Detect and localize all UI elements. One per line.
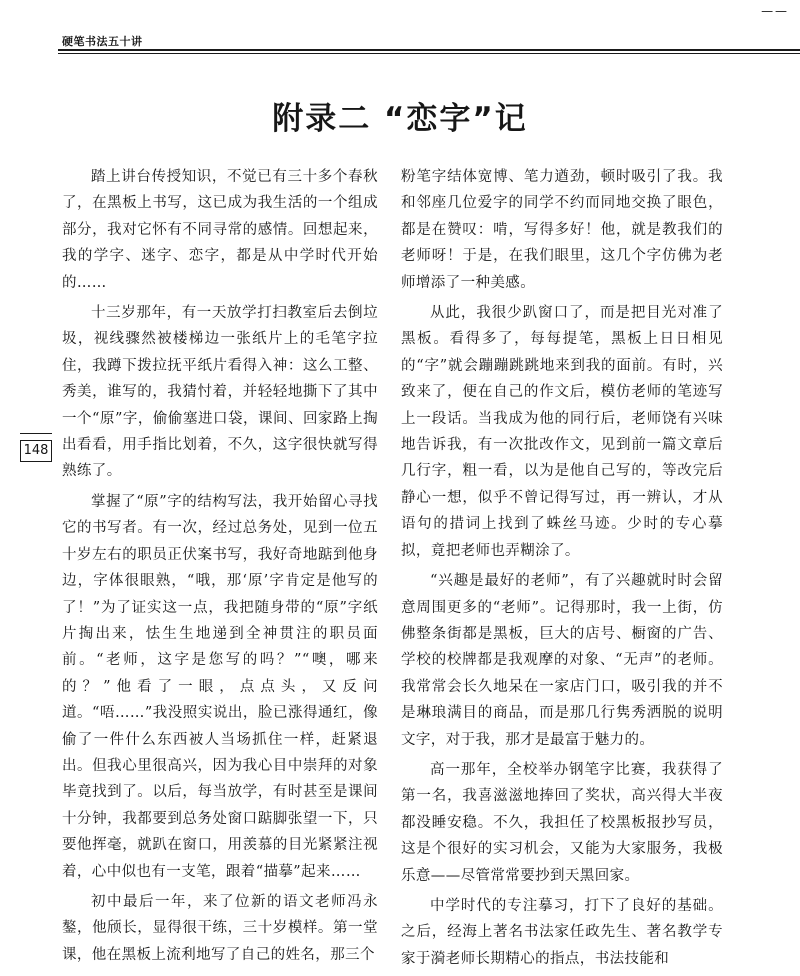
corner-mark: — —	[761, 4, 786, 18]
running-title: 硬笔书法五十讲	[62, 35, 143, 48]
paragraph: 踏上讲台传授知识，不觉已有三十多个春秋了，在黑板上书写，这已成为我生活的一个组成部分，我对它怀有不同寻常的感情。回想起来，我的学字、迷字、恋字，都是从中学时代开始的……	[62, 169, 378, 291]
page-number-rule	[20, 433, 52, 434]
right-column	[401, 164, 723, 976]
page-number: 148	[20, 440, 52, 462]
header-rule	[58, 49, 800, 51]
chapter-title: 附录二 “恋字”记	[272, 101, 528, 137]
paragraph: “兴趣是最好的老师”，有了兴趣就时时会留意周围更多的“老师”。记得那时，我一上街，仿佛整条街都是黑板，巨大的店号、橱窗的广告、学校的校牌都是我观摩的对象、“无声”的老师。我常常会长久地呆在一家店门口，吸引我的并不是琳琅满目的商品，而是那几行隽秀洒脱的说明文字，对于我，那才是最富于魅力的。	[401, 573, 723, 748]
paragraph: 初中最后一年，来了位新的语文老师冯永鏊，他颀长，显得很干练，三十岁模样。第一堂课，他在黑板上流利地写了自己的姓名，那三个	[62, 893, 378, 963]
paragraph: 从此，我很少趴窗口了，而是把目光对准了黑板。看得多了，每每提笔，黑板上日日相见的“字”就会蹦蹦跳跳地来到我的面前。有时，兴致来了，便在自己的作文后，模仿老师的笔迹写上一段话。当我成为他的同行后，老师饶有兴味地告诉我，有一次批改作文，见到前一篇文章后几行字，粗一看，以为是他自己写的，等改完后静心一想，似乎不曾记得写过，再一辨认，才从语句的措词上找到了蛛丝马迹。少时的专心摹拟，竟把老师也弄糊涂了。	[401, 305, 723, 559]
paragraph: 中学时代的专注摹习，打下了良好的基础。之后，经海上著名书法家任政先生、著名教学专家于漪老师长期精心的指点，书法技能和	[401, 897, 723, 967]
paragraph: 掌握了“原”字的结构写法，我开始留心寻找它的书写者。有一次，经过总务处，见到一位五十岁左右的职员正伏案书写，我好奇地踮到他身边，字体很眼熟，“哦，那‘原’字肯定是他写的了！”为了证实这一点，我把随身带的“原”字纸片掏出来，怯生生地递到全神贯注的职员面前。“老师，这字是您写的吗？”“噢，哪来的？”他看了一眼，点点头，又反问道。“唔……”我没照实说出，脸已涨得通红，像偷了一件什么东西被人当场抓住一样，赶紧退出。但我心里很高兴，因为我心目中崇拜的对象毕竟找到了。以后，每当放学，有时甚至是课间十分钟，我都要到总务处窗口踮脚张望一下，只要他挥毫，就趴在窗口，用羡慕的目光紧紧注视着，心中似也有一支笔，跟着“描摹”起来……	[62, 493, 378, 880]
left-column	[62, 164, 378, 972]
header-rule-thin	[58, 53, 800, 54]
paragraph: 高一那年，全校举办钢笔字比赛，我获得了第一名，我喜滋滋地捧回了奖状，高兴得大半夜都没睡安稳。不久，我担任了校黑板报抄写员，这是个很好的实习机会，又能为大家服务，我极乐意——尽管常常要抄到天黑回家。	[401, 761, 723, 884]
paragraph: 粉笔字结体宽博、笔力遒劲，顿时吸引了我。我和邻座几位爱字的同学不约而同地交换了眼色，都是在赞叹：啃，写得多好！他，就是教我们的老师呀！于是，在我们眼里，这几个字仿佛为老师增添了一种美感。	[401, 169, 723, 291]
paragraph: 十三岁那年，有一天放学打扫教室后去倒垃圾，视线骤然被楼梯边一张纸片上的毛笔字拉住，我蹲下拨拉抚平纸片看得入神：这么工整、秀美，谁写的，我猜忖着，并轻轻地撕下了其中一个“原”字，偷偷塞进口袋，课间、回家路上掏出看看，用手指比划着，不久，这字很快就写得熟练了。	[62, 305, 378, 480]
